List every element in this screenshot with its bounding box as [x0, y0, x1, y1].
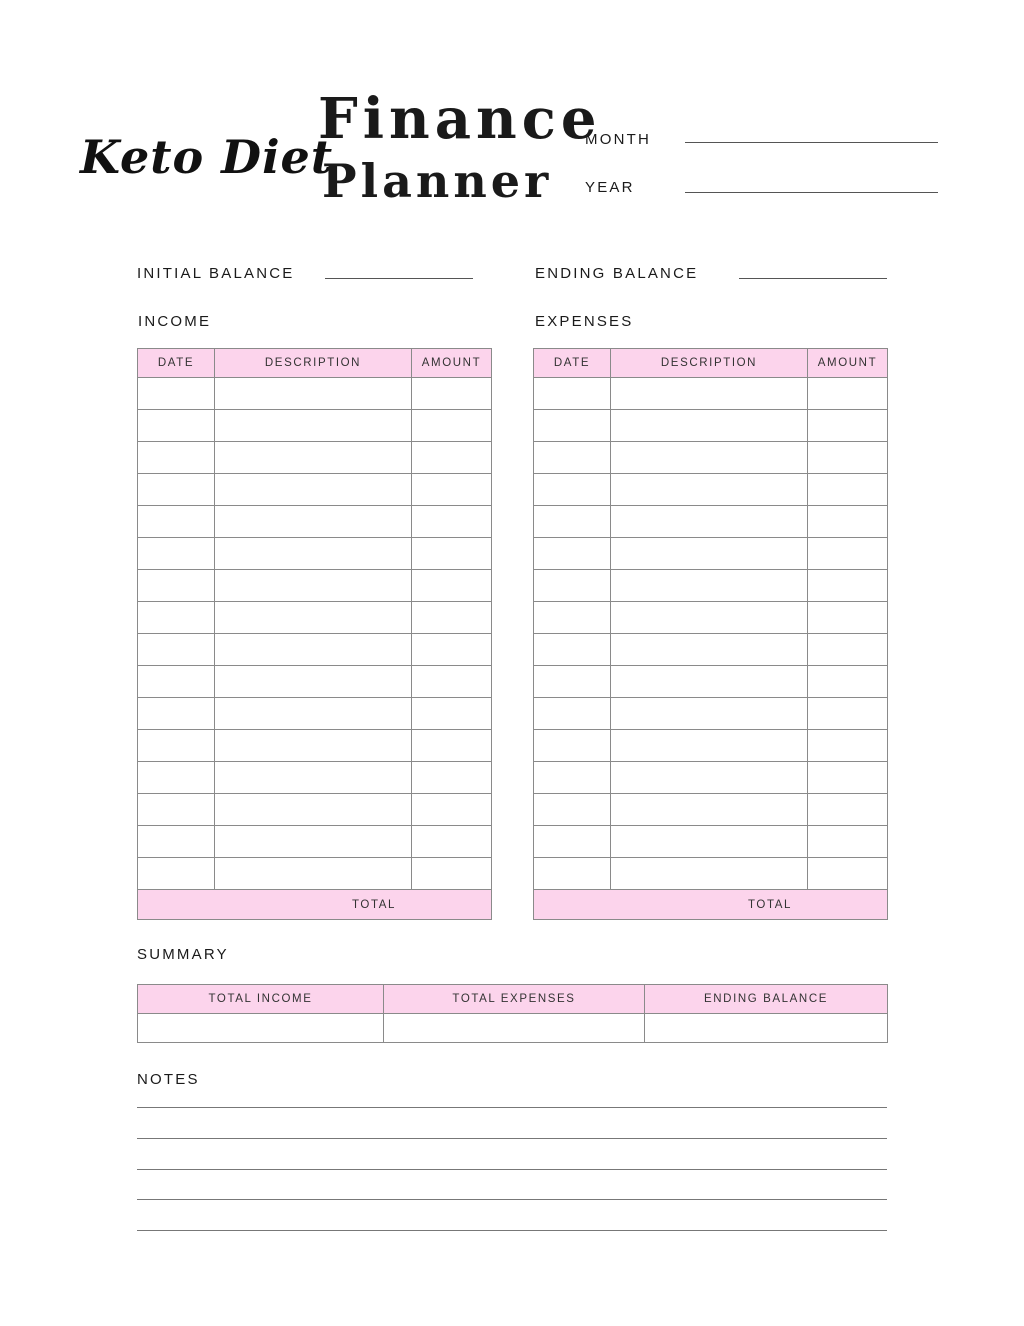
- expenses-date-cell[interactable]: [534, 634, 611, 666]
- notes-line[interactable]: [137, 1107, 887, 1108]
- expenses-date-cell[interactable]: [534, 410, 611, 442]
- expenses-amount-cell[interactable]: [808, 442, 888, 474]
- expenses-description-cell[interactable]: [611, 602, 808, 634]
- income-heading: INCOME: [138, 313, 212, 330]
- expenses-col-description: DESCRIPTION: [611, 349, 808, 378]
- income-description-cell[interactable]: [215, 474, 412, 506]
- total-expenses-cell[interactable]: [384, 1014, 645, 1043]
- income-row: [138, 730, 492, 762]
- income-amount-cell[interactable]: [412, 378, 492, 410]
- income-date-cell[interactable]: [138, 762, 215, 794]
- expenses-description-cell[interactable]: [611, 410, 808, 442]
- income-amount-cell[interactable]: [412, 634, 492, 666]
- income-amount-cell[interactable]: [412, 506, 492, 538]
- expenses-date-cell[interactable]: [534, 474, 611, 506]
- notes-heading: NOTES: [137, 1071, 200, 1088]
- income-description-cell[interactable]: [215, 410, 412, 442]
- expenses-amount-cell[interactable]: [808, 730, 888, 762]
- expenses-description-cell[interactable]: [611, 474, 808, 506]
- income-row: [138, 826, 492, 858]
- income-col-description: DESCRIPTION: [215, 349, 412, 378]
- expenses-table: [533, 348, 888, 920]
- expenses-date-cell[interactable]: [534, 698, 611, 730]
- income-date-cell[interactable]: [138, 378, 215, 410]
- expenses-heading: EXPENSES: [535, 313, 634, 330]
- expenses-amount-cell[interactable]: [808, 506, 888, 538]
- income-amount-cell[interactable]: [412, 410, 492, 442]
- income-row: [138, 602, 492, 634]
- summary-header-row: [138, 985, 888, 1014]
- expenses-description-cell[interactable]: [611, 762, 808, 794]
- expenses-amount-cell[interactable]: [808, 666, 888, 698]
- income-description-cell[interactable]: [215, 506, 412, 538]
- expenses-row: [534, 634, 888, 666]
- page-title-line2: Planner: [322, 154, 553, 208]
- income-amount-cell[interactable]: [412, 602, 492, 634]
- income-description-cell[interactable]: [215, 858, 412, 890]
- expenses-description-cell[interactable]: [611, 666, 808, 698]
- expenses-total-label: TOTAL: [748, 898, 792, 911]
- expenses-amount-cell[interactable]: [808, 538, 888, 570]
- summary-heading: SUMMARY: [137, 946, 229, 963]
- income-row: [138, 538, 492, 570]
- expenses-row: [534, 378, 888, 410]
- summary-row: [138, 1014, 888, 1043]
- income-header-row: [138, 349, 492, 378]
- income-row: [138, 762, 492, 794]
- income-description-cell[interactable]: [215, 794, 412, 826]
- expenses-row: [534, 506, 888, 538]
- expenses-date-cell[interactable]: [534, 506, 611, 538]
- expenses-row: [534, 858, 888, 890]
- income-amount-cell[interactable]: [412, 474, 492, 506]
- income-description-cell[interactable]: [215, 570, 412, 602]
- expenses-description-cell[interactable]: [611, 506, 808, 538]
- income-date-cell[interactable]: [138, 858, 215, 890]
- month-label: MONTH: [585, 131, 651, 148]
- income-amount-cell[interactable]: [412, 538, 492, 570]
- expenses-row: [534, 698, 888, 730]
- expenses-amount-cell[interactable]: [808, 826, 888, 858]
- summary-table: [137, 984, 888, 1043]
- expenses-description-cell[interactable]: [611, 730, 808, 762]
- income-amount-cell[interactable]: [412, 730, 492, 762]
- expenses-date-cell[interactable]: [534, 538, 611, 570]
- notes-line[interactable]: [137, 1138, 887, 1139]
- expenses-col-amount: AMOUNT: [808, 349, 888, 378]
- expenses-amount-cell[interactable]: [808, 762, 888, 794]
- expenses-description-cell[interactable]: [611, 378, 808, 410]
- expenses-row: [534, 602, 888, 634]
- expenses-description-cell[interactable]: [611, 698, 808, 730]
- page-title-line1: Finance: [318, 86, 602, 152]
- income-table: [137, 348, 492, 920]
- income-description-cell[interactable]: [215, 762, 412, 794]
- income-date-cell[interactable]: [138, 794, 215, 826]
- income-col-date: DATE: [138, 349, 215, 378]
- income-row: [138, 570, 492, 602]
- expenses-description-cell[interactable]: [611, 442, 808, 474]
- income-amount-cell[interactable]: [412, 826, 492, 858]
- income-amount-cell[interactable]: [412, 570, 492, 602]
- expenses-date-cell[interactable]: [534, 378, 611, 410]
- expenses-row: [534, 474, 888, 506]
- expenses-row: [534, 730, 888, 762]
- income-description-cell[interactable]: [215, 378, 412, 410]
- income-date-cell[interactable]: [138, 698, 215, 730]
- expenses-row: [534, 442, 888, 474]
- brand-title: Keto Diet: [80, 130, 334, 184]
- summary-col-total-income: TOTAL INCOME: [138, 985, 384, 1014]
- expenses-date-cell[interactable]: [534, 826, 611, 858]
- expenses-description-cell[interactable]: [611, 826, 808, 858]
- income-description-cell[interactable]: [215, 538, 412, 570]
- expenses-amount-cell[interactable]: [808, 602, 888, 634]
- notes-line[interactable]: [137, 1199, 887, 1200]
- expenses-date-cell[interactable]: [534, 730, 611, 762]
- income-total-cell: [138, 890, 492, 920]
- expenses-date-cell[interactable]: [534, 762, 611, 794]
- expenses-row: [534, 762, 888, 794]
- expenses-date-cell[interactable]: [534, 858, 611, 890]
- expenses-description-cell[interactable]: [611, 634, 808, 666]
- initial-balance-field[interactable]: [325, 278, 473, 279]
- notes-line[interactable]: [137, 1230, 887, 1231]
- income-date-cell[interactable]: [138, 666, 215, 698]
- total-income-cell[interactable]: [138, 1014, 384, 1043]
- income-row: [138, 634, 492, 666]
- expenses-description-cell[interactable]: [611, 858, 808, 890]
- income-amount-cell[interactable]: [412, 762, 492, 794]
- income-row: [138, 410, 492, 442]
- expenses-col-date: DATE: [534, 349, 611, 378]
- expenses-date-cell[interactable]: [534, 570, 611, 602]
- summary-col-ending-balance: ENDING BALANCE: [645, 985, 888, 1014]
- income-description-cell[interactable]: [215, 698, 412, 730]
- summary-col-total-expenses: TOTAL EXPENSES: [384, 985, 645, 1014]
- income-date-cell[interactable]: [138, 602, 215, 634]
- expenses-amount-cell[interactable]: [808, 474, 888, 506]
- income-row: [138, 378, 492, 410]
- expenses-amount-cell[interactable]: [808, 378, 888, 410]
- income-total-label: TOTAL: [352, 898, 396, 911]
- expenses-row: [534, 666, 888, 698]
- year-field[interactable]: [685, 192, 938, 193]
- income-amount-cell[interactable]: [412, 442, 492, 474]
- income-total-row: [138, 890, 492, 920]
- income-date-cell[interactable]: [138, 474, 215, 506]
- expenses-amount-cell[interactable]: [808, 698, 888, 730]
- expenses-date-cell[interactable]: [534, 602, 611, 634]
- income-description-cell[interactable]: [215, 634, 412, 666]
- expenses-amount-cell[interactable]: [808, 410, 888, 442]
- expenses-description-cell[interactable]: [611, 538, 808, 570]
- income-col-amount: AMOUNT: [412, 349, 492, 378]
- expenses-amount-cell[interactable]: [808, 570, 888, 602]
- expenses-date-cell[interactable]: [534, 666, 611, 698]
- expenses-date-cell[interactable]: [534, 794, 611, 826]
- income-description-cell[interactable]: [215, 826, 412, 858]
- income-row: [138, 794, 492, 826]
- income-date-cell[interactable]: [138, 634, 215, 666]
- ending-balance-field[interactable]: [739, 278, 887, 279]
- income-row: [138, 666, 492, 698]
- expenses-header-row: [534, 349, 888, 378]
- initial-balance-label: INITIAL BALANCE: [137, 265, 295, 282]
- income-description-cell[interactable]: [215, 602, 412, 634]
- ending-balance-label: ENDING BALANCE: [535, 265, 699, 282]
- income-amount-cell[interactable]: [412, 858, 492, 890]
- expenses-amount-cell[interactable]: [808, 858, 888, 890]
- expenses-total-cell: [534, 890, 888, 920]
- expenses-description-cell[interactable]: [611, 794, 808, 826]
- income-date-cell[interactable]: [138, 506, 215, 538]
- notes-line[interactable]: [137, 1169, 887, 1170]
- income-date-cell[interactable]: [138, 730, 215, 762]
- income-date-cell[interactable]: [138, 410, 215, 442]
- income-amount-cell[interactable]: [412, 698, 492, 730]
- income-date-cell[interactable]: [138, 538, 215, 570]
- income-row: [138, 858, 492, 890]
- expenses-date-cell[interactable]: [534, 442, 611, 474]
- income-date-cell[interactable]: [138, 826, 215, 858]
- year-label: YEAR: [585, 179, 635, 196]
- income-row: [138, 474, 492, 506]
- income-row: [138, 698, 492, 730]
- ending-balance-cell[interactable]: [645, 1014, 888, 1043]
- expenses-total-row: [534, 890, 888, 920]
- month-field[interactable]: [685, 142, 938, 143]
- income-date-cell[interactable]: [138, 442, 215, 474]
- income-description-cell[interactable]: [215, 730, 412, 762]
- income-date-cell[interactable]: [138, 570, 215, 602]
- expenses-row: [534, 570, 888, 602]
- income-row: [138, 442, 492, 474]
- expenses-row: [534, 410, 888, 442]
- income-amount-cell[interactable]: [412, 794, 492, 826]
- expenses-row: [534, 826, 888, 858]
- income-amount-cell[interactable]: [412, 666, 492, 698]
- expenses-amount-cell[interactable]: [808, 634, 888, 666]
- expenses-description-cell[interactable]: [611, 570, 808, 602]
- income-description-cell[interactable]: [215, 442, 412, 474]
- expenses-amount-cell[interactable]: [808, 794, 888, 826]
- income-row: [138, 506, 492, 538]
- expenses-row: [534, 538, 888, 570]
- expenses-row: [534, 794, 888, 826]
- income-description-cell[interactable]: [215, 666, 412, 698]
